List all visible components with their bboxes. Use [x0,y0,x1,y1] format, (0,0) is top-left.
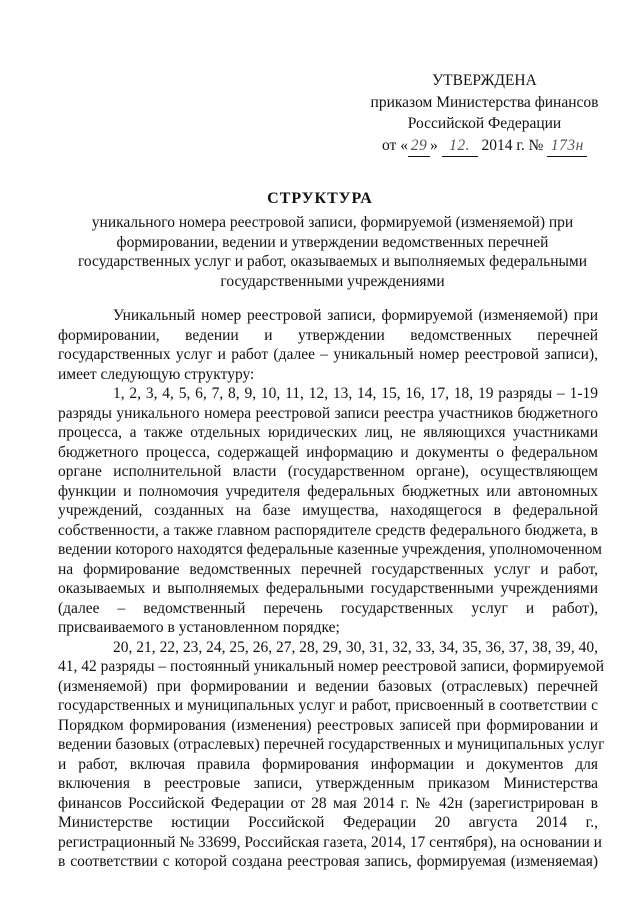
subtitle-line: формировании, ведении и утверждении ведомственных перечней [116,233,549,251]
body-line: оказываемых и выполняемых федеральными государственными учреждениями [58,580,598,597]
handwritten-number: 173н [547,135,587,158]
approval-date-line [362,135,607,158]
body-line: 1, 2, 3, 4, 5, 6, 7, 8, 9, 10, 11, 12, 13, 14, 15, 16, 17, 18, 19 разряды – 1-19 [113,385,598,402]
approval-stamp [362,70,607,157]
body-line: регистрационный № 33699, Российская газета, 2014, 17 сентября), на основании и [58,833,602,851]
subtitle-line: государственных услуг и работ, оказываемых и выполняемых федеральными [77,253,588,270]
body-line: функции и полномочия учредителя федеральных бюджетных или автономных [58,482,598,500]
body-line: собственности, а также главном распорядителе средств федерального бюджета, в [58,521,598,539]
approval-line-federation: Российской Федерации [407,115,562,132]
body-line: учреждений, созданных на базе имущества, находящегося в федеральной [58,502,598,519]
date-year: 2014 г. № [481,136,544,154]
body-line: включения в реестровые записи, утвержденным приказом Министерства [58,775,598,792]
approval-title: УТВЕРЖДЕНА [432,72,537,89]
approval-line-ministry: приказом Министерства финансов [370,93,599,111]
body-line: Уникальный номер реестровой записи, формируемой (изменяемой) при [113,307,598,324]
date-prefix: от « [382,136,408,154]
body-line: формировании, ведении и утверждении ведомственных перечней [58,326,598,344]
body-line: финансов Российской Федерации от 28 мая 2014 г. № 42н (зарегистрирован в [58,794,598,812]
subtitle-line: уникального номера реестровой записи, формируемой (изменяемой) при [91,214,574,231]
body-line: в соответствии с которой создана реестровая запись, формируемая (изменяемая) [58,853,598,870]
body-line: имеет следующую структуру: [58,365,255,383]
body-line: государственных и муниципальных услуг и работ, присвоенный в соответствии с [58,697,598,714]
document-subtitle [75,213,590,291]
body-line: процесса, а также отдельных юридических лиц, не являющихся участниками [58,424,598,441]
body-line: и работ, включая правила формирования информации и документов для [58,755,598,773]
body-line: (далее – ведомственный перечень государственных услуг и работ), [58,599,598,617]
document-title: СТРУКТУРА [267,190,373,207]
body-line: ведении которого находятся федеральные казенные учреждения, уполномоченном [58,541,602,558]
body-line: на формирование ведомственных перечней государственных услуг и работ, [58,560,598,578]
date-mid: » [429,136,438,154]
body-line: Порядком формирования (изменения) реестровых записей при формировании и [58,716,598,734]
body-line: ведении базовых (отраслевых) перечней государственных и муниципальных услуг [58,736,605,753]
body-line: 41, 42 разряды – постоянный уникальный номер реестровой записи, формируемой [58,658,605,675]
body-line: (изменяемой) при формировании и ведении базовых (отраслевых) перечней [58,677,598,695]
body-line: Министерстве юстиции Российской Федерации 20 августа 2014 г., [58,814,598,831]
body-line: государственных услуг и работ (далее – уникальный номер реестровой записи), [58,346,598,363]
body-line: разряды уникального номера реестровой записи реестра участников бюджетного [58,404,598,422]
body-line: органе исполнительной власти (государственном органе), осуществляющем [58,463,598,480]
body-line: присваиваемого в установленном порядке; [58,619,340,636]
handwritten-day: 29 [408,135,430,158]
body-line: бюджетного процесса, содержащей информацию и документы о федеральном [58,443,598,461]
document-body [58,306,605,872]
body-line: 20, 21, 22, 23, 24, 25, 26, 27, 28, 29, 30, 31, 32, 33, 34, 35, 36, 37, 38, 39, 40, [113,638,598,656]
handwritten-month: 12. [442,135,478,158]
subtitle-line: государственными учреждениями [220,272,445,290]
